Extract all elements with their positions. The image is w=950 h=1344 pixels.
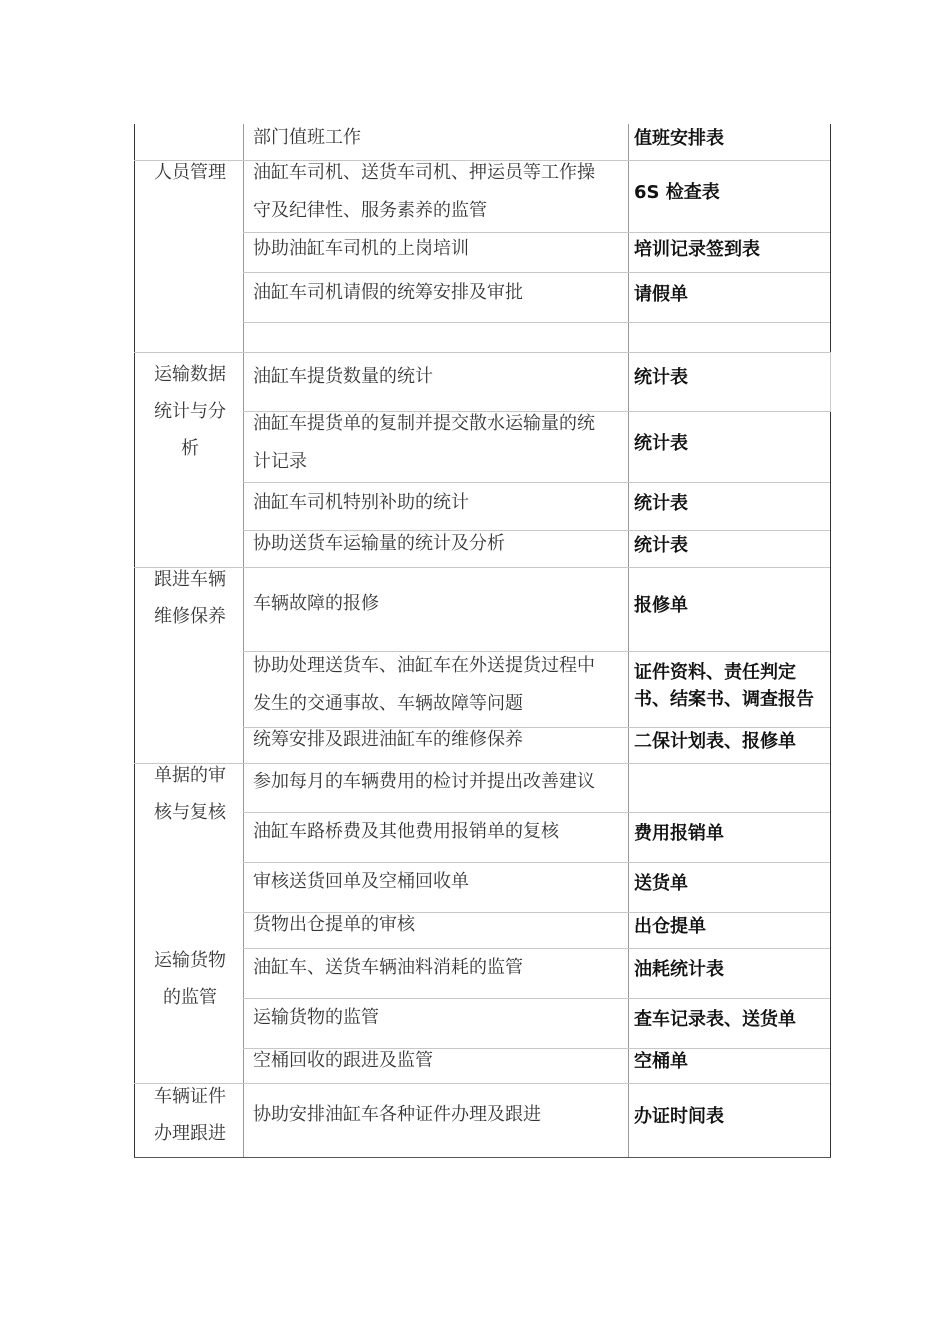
task-cell: 参加每月的车辆费用的检讨并提出改善建议 [253, 771, 595, 792]
task-cell: 审核送货回单及空桶回收单 [253, 871, 469, 892]
column-divider-2 [628, 124, 629, 1158]
task-cell: 统筹安排及跟进油缸车的维修保养 [253, 729, 523, 750]
category-cargo-supervision: 运输货物 的监管 [154, 950, 226, 1008]
task-cell: 货物出仓提单的审核 [253, 914, 415, 935]
doc-cell: 报修单 [634, 595, 688, 616]
doc-cell: 费用报销单 [634, 823, 724, 844]
doc-cell: 办证时间表 [634, 1106, 724, 1127]
task-cell: 协助送货车运输量的统计及分析 [253, 533, 505, 554]
doc-cell: 证件资料、责任判定 书、结案书、调查报告 [634, 662, 814, 710]
task-cell: 协助油缸车司机的上岗培训 [253, 238, 469, 259]
doc-cell: 6S 检查表 [634, 182, 720, 203]
table-bottom-border [134, 1157, 831, 1158]
table-left-border [134, 124, 135, 1158]
row-divider [243, 272, 830, 273]
task-cell: 油缸车路桥费及其他费用报销单的复核 [253, 821, 559, 842]
doc-cell: 油耗统计表 [634, 959, 724, 980]
doc-cell: 二保计划表、报修单 [634, 731, 796, 752]
category-transport-stats: 运输数据 统计与分 析 [154, 364, 226, 459]
task-cell: 油缸车司机、送货车司机、押运员等工作操 守及纪律性、服务素养的监管 [253, 162, 595, 221]
task-cell: 协助处理送货车、油缸车在外送提货过程中 发生的交通事故、车辆故障等问题 [253, 655, 595, 714]
task-cell: 运输货物的监管 [253, 1007, 379, 1028]
category-vehicle-certificates: 车辆证件 办理跟进 [154, 1086, 226, 1144]
task-cell: 部门值班工作 [253, 127, 361, 148]
category-personnel: 人员管理 [154, 162, 226, 183]
category-vehicle-maintenance: 跟进车辆 维修保养 [154, 569, 226, 627]
task-cell: 油缸车提货数量的统计 [253, 366, 433, 387]
doc-cell: 统计表 [634, 535, 688, 556]
table-right-border [830, 352, 831, 412]
task-cell: 车辆故障的报修 [253, 593, 379, 614]
doc-cell: 送货单 [634, 873, 688, 894]
task-cell: 协助安排油缸车各种证件办理及跟进 [253, 1104, 541, 1125]
doc-cell: 培训记录签到表 [634, 239, 760, 260]
task-cell: 空桶回收的跟进及监管 [253, 1050, 433, 1071]
doc-cell: 查车记录表、送货单 [634, 1009, 796, 1030]
task-cell: 油缸车司机请假的统筹安排及审批 [253, 282, 523, 303]
category-document-review: 单据的审 核与复核 [154, 765, 226, 823]
task-cell: 油缸车司机特别补助的统计 [253, 492, 469, 513]
column-divider-1 [243, 124, 244, 1158]
doc-cell: 出仓提单 [634, 916, 706, 937]
section-divider [134, 352, 830, 353]
row-divider [243, 482, 830, 483]
doc-cell: 请假单 [634, 284, 688, 305]
task-cell: 油缸车、送货车辆油料消耗的监管 [253, 957, 523, 978]
table-right-border [830, 124, 831, 352]
table-right-border [830, 412, 831, 1158]
doc-cell: 统计表 [634, 367, 688, 388]
doc-cell: 统计表 [634, 493, 688, 514]
doc-cell: 值班安排表 [634, 128, 724, 149]
doc-cell: 空桶单 [634, 1051, 688, 1072]
doc-cell: 统计表 [634, 433, 688, 454]
task-cell: 油缸车提货单的复制并提交散水运输量的统 计记录 [253, 413, 595, 472]
row-divider [243, 322, 830, 323]
